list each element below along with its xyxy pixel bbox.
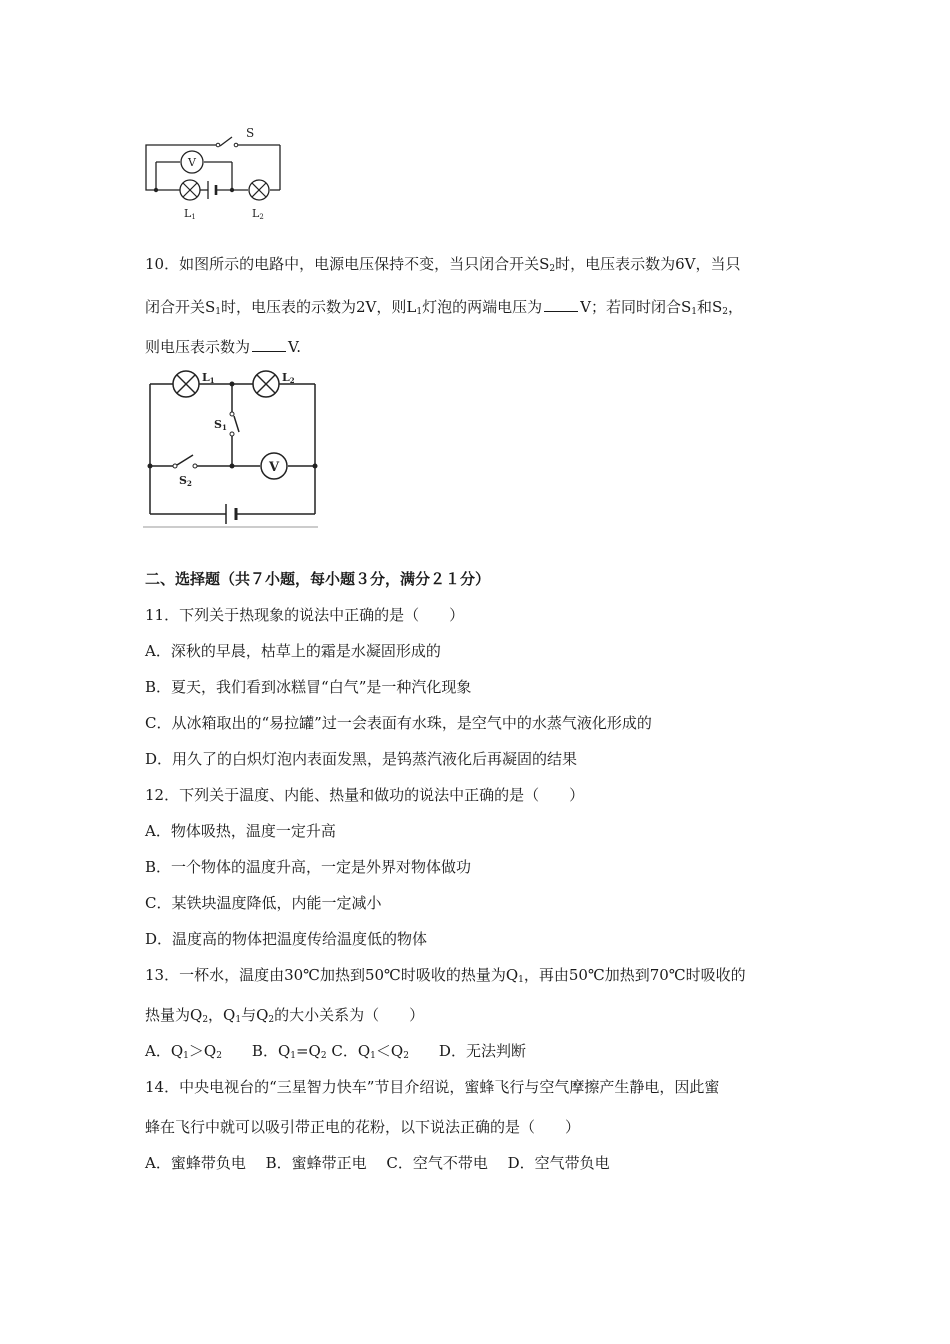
q11-option-d: D．用久了的白炽灯泡内表面发黑，是钨蒸汽液化后再凝固的结果	[145, 750, 578, 768]
q11-option-b: B．夏天，我们看到冰糕冒“白气”是一种汽化现象	[145, 678, 472, 696]
switch-s1-label: S	[214, 418, 222, 431]
q14-line-1: 14．中央电视台的“三星智力快车”节目介绍说，蜜蜂飞行与空气摩擦产生静电，因此蜜	[145, 1078, 720, 1096]
svg-text:L1: L1	[202, 371, 215, 385]
voltmeter-icon	[181, 151, 203, 173]
voltmeter-icon	[261, 453, 287, 479]
answer-blank-2[interactable]	[252, 337, 286, 352]
q14-line-2: 蜂在飞行中就可以吸引带正电的花粉，以下说法正确的是（ ）	[145, 1118, 581, 1136]
q12-stem: 12．下列关于温度、内能、热量和做功的说法中正确的是（ ）	[145, 786, 585, 804]
voltmeter-label: V	[188, 156, 196, 169]
q12-option-a: A．物体吸热，温度一定升高	[145, 822, 336, 840]
lamp-l2-icon	[249, 180, 269, 200]
switch-s-label: S	[246, 126, 255, 140]
lamp-l1-label: L	[184, 207, 192, 220]
q11-stem: 11．下列关于热现象的说法中正确的是（ ）	[145, 606, 465, 624]
q12-option-c: C．某铁块温度降低，内能一定减小	[145, 894, 382, 912]
battery-icon	[226, 504, 236, 524]
q10-line-2: 闭合开关$S_1$时，电压表的示数为2V，则$L_1$灯泡的两端电压为 V；若同时闭合$S_1$和$S_2$，	[145, 298, 743, 317]
q13-options: A．$Q_1>Q_2$ B．$Q_1=Q_2$ C．$Q_1<Q_2$ D．无法判断	[145, 1042, 526, 1061]
q14-options: A．蜜蜂带负电 B．蜜蜂带正电 C．空气不带电 D．空气带负电	[145, 1154, 610, 1172]
switch-s2-label: S	[179, 474, 187, 487]
lamp-l2-label: L	[282, 371, 290, 384]
q11-option-c: C．从冰箱取出的“易拉罐”过一会表面有水珠，是空气中的水蒸气液化形成的	[145, 714, 652, 732]
circuit-diagram-2	[143, 370, 323, 530]
svg-text:L2: L2	[282, 371, 295, 385]
svg-text:S1: S1	[214, 418, 227, 432]
lamp-l2-label: L	[252, 207, 260, 220]
q13-line-1: 13．一杯水，温度由30℃加热到50℃时吸收的热量为$Q_1$，再由50℃加热到70℃时吸收的	[145, 966, 746, 985]
svg-text:L1: L1	[184, 207, 196, 221]
lamp-l1-label: L	[202, 371, 210, 384]
battery-icon	[208, 181, 216, 199]
q13-line-2: 热量为$Q_2$，$Q_1$与$Q_2$的大小关系为（ ）	[145, 1006, 425, 1025]
q12-option-d: D．温度高的物体把温度传给温度低的物体	[145, 930, 428, 948]
q10-line-3: 则电压表示数为 V.	[145, 338, 301, 356]
q10-line-1: 10．如图所示的电路中，电源电压保持不变，当只闭合开关$S_2$时，电压表示数为6V，当只	[145, 255, 741, 274]
lamp-l2-icon	[253, 371, 279, 397]
svg-text:S2: S2	[179, 474, 192, 488]
answer-blank-1[interactable]	[544, 297, 578, 312]
lamp-l1-icon	[173, 371, 199, 397]
voltmeter-label: V	[268, 460, 280, 475]
q11-option-a: A．深秋的早晨，枯草上的霜是水凝固形成的	[145, 642, 441, 660]
lamp-l1-icon	[180, 180, 200, 200]
section-heading: 二、选择题（共７小题，每小题３分，满分２１分）	[145, 570, 491, 588]
circuit-diagram-1	[140, 125, 300, 220]
q12-option-b: B．一个物体的温度升高，一定是外界对物体做功	[145, 858, 472, 876]
svg-text:L2: L2	[252, 207, 264, 221]
